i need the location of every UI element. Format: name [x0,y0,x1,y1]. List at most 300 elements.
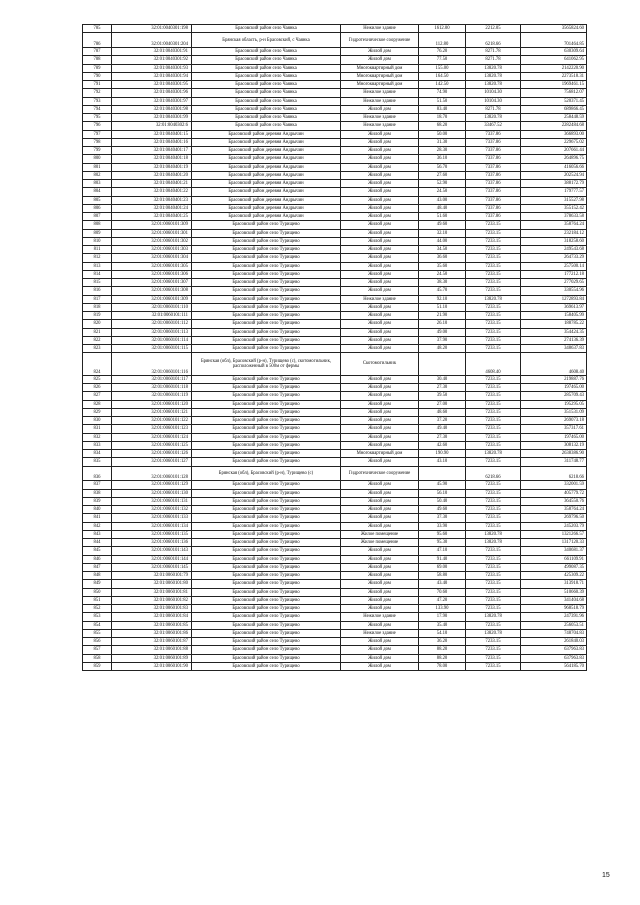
cell-cadastral-number: 32:01:0060101:118 [112,384,192,392]
cell-cadastral-number: 32:01:0040301:99 [112,114,192,122]
cell-address: Брасовский район село Турищево [192,221,341,229]
cell-row-number: 851 [83,596,112,604]
cell-unit-cost: 7233.15 [466,514,521,522]
cell-row-number: 815 [83,279,112,287]
table-row [83,56,587,64]
cell-unit-cost: 13820.78 [466,613,521,621]
cell-address: Брасовский район село Турищево [192,336,341,344]
cell-row-number: 849 [83,580,112,588]
cell-row-number: 843 [83,530,112,538]
cell-area: 27.30 [419,433,466,441]
table-row [83,303,587,311]
cell-unit-cost: 33467.52 [466,122,521,130]
cell-cadastral-value: 179777.57 [521,188,587,196]
cell-cadastral-value: 274136.39 [521,336,587,344]
cell-object-type: Нежилое здание [341,25,419,33]
cell-row-number: 802 [83,171,112,179]
cell-address: Брасовский район село Турищево [192,320,341,328]
cell-object-type: Жилое помещение [341,530,419,538]
table-row [83,345,587,353]
cell-area: 34.50 [419,246,466,254]
cell-unit-cost: 7337.86 [466,130,521,138]
cell-address: Брасовский район село Турищево [192,303,341,311]
cell-unit-cost: 6218.66 [466,33,521,48]
cell-cadastral-number: 32:01:0060101:136 [112,539,192,547]
cell-area: 78.00 [419,662,466,670]
cell-row-number: 814 [83,270,112,278]
cell-cadastral-value: 630309.64 [521,48,587,56]
cell-address: Брасовский район село Турищево [192,613,341,621]
cell-address: Брасовский район село Турищево [192,605,341,613]
table-row [83,33,587,48]
cell-object-type: Жилой дом [341,605,419,613]
cell-address: Брасовский район деревня Андрычин [192,180,341,188]
table-row [83,81,587,89]
cell-object-type: Жилой дом [341,563,419,571]
cell-area: 133.90 [419,605,466,613]
cell-row-number: 854 [83,621,112,629]
cell-cadastral-value: 202524.94 [521,171,587,179]
cell-area: 38.30 [419,279,466,287]
cell-row-number: 830 [83,417,112,425]
cell-address: Брасовский район село Турищево [192,328,341,336]
cell-cadastral-number: 32:01:0060101:125 [112,441,192,449]
cell-area: 51.50 [419,97,466,105]
cell-cadastral-value: 637963.83 [521,646,587,654]
cell-area: 47.10 [419,547,466,555]
table-row [83,555,587,563]
cell-address: Брасовский район село Турищево [192,481,341,489]
cell-object-type: Нежилое здание [341,114,419,122]
cell-row-number: 828 [83,400,112,408]
cell-object-type: Многоквартирный дом [341,72,419,80]
cell-address: Брасовский район деревня Андрычин [192,171,341,179]
cell-area: 88.20 [419,646,466,654]
cell-address: Брасовский район село Чаянка [192,25,341,33]
cell-area: 42.60 [419,441,466,449]
cell-cadastral-number: 32:01:0040401:22 [112,188,192,196]
cell-object-type: Жилой дом [341,180,419,188]
cell-cadastral-number: 32:01:0060101:127 [112,458,192,466]
cell-cadastral-value: 313918.71 [521,580,587,588]
cell-unit-cost: 7233.15 [466,336,521,344]
cell-unit-cost: 7233.15 [466,489,521,497]
cell-cadastral-number: 32:01:0060101:110 [112,303,192,311]
cell-cadastral-number: 32:01:0060101:119 [112,392,192,400]
cell-cadastral-number: 32:01:0060101:79 [112,572,192,580]
cell-unit-cost: 13820.78 [466,539,521,547]
cell-cadastral-number: 32:01:0060101:145 [112,563,192,571]
cell-cadastral-value: 1321266.57 [521,530,587,538]
cell-unit-cost: 7233.15 [466,345,521,353]
cell-address: Брасовский район село Турищево [192,408,341,416]
cell-area: 26.10 [419,320,466,328]
cell-cadastral-number: 32:01:0060101:117 [112,375,192,383]
cell-cadastral-value: 207661.44 [521,147,587,155]
cell-area: 39.50 [419,392,466,400]
cell-cadastral-number: 32:01:0040301:97 [112,97,192,105]
cell-row-number: 831 [83,425,112,433]
cell-row-number: 792 [83,89,112,97]
cell-object-type: Жилой дом [341,392,419,400]
cell-cadastral-value: 264896.75 [521,155,587,163]
cell-address: Брасовский район село Турищево [192,279,341,287]
cell-address: Брасовский район село Турищево [192,530,341,538]
cell-area: 69.00 [419,563,466,571]
cell-object-type: Жилой дом [341,489,419,497]
cell-object-type: Нежилое здание [341,122,419,130]
cell-object-type: Нежилое здание [341,89,419,97]
cell-cadastral-number: 32:01:0060101:130 [112,489,192,497]
table-row [83,417,587,425]
cell-cadastral-number: 32:01:0040301:96 [112,89,192,97]
cell-row-number: 850 [83,588,112,596]
cell-area: 58.80 [419,572,466,580]
cell-area: 112.80 [419,33,466,48]
cell-cadastral-value: 2142220.90 [521,64,587,72]
cell-area: 45.90 [419,481,466,489]
table-row [83,171,587,179]
cell-cadastral-value: 378633.58 [521,213,587,221]
table-row [83,279,587,287]
cell-object-type: Многоквартирный дом [341,450,419,458]
cell-unit-cost: 7233.15 [466,254,521,262]
cell-address: Брасовский район деревня Андрычин [192,130,341,138]
cell-cadastral-value: 748704.83 [521,629,587,637]
cell-address: Брасовский район село Турищево [192,433,341,441]
cell-unit-cost: 13820.78 [466,295,521,303]
cell-object-type: Гидротехническое сооружение [341,466,419,481]
cell-area: 35.60 [419,262,466,270]
cell-unit-cost: 7233.15 [466,646,521,654]
cell-cadastral-value: 510660.39 [521,588,587,596]
cell-area: 92.10 [419,295,466,303]
cell-address: Брасовский район село Чаянка [192,48,341,56]
table-row [83,163,587,171]
cell-unit-cost: 7233.15 [466,408,521,416]
cell-row-number: 805 [83,196,112,204]
table-row [83,229,587,237]
cell-area: 74.90 [419,89,466,97]
cell-object-type: Жилой дом [341,497,419,505]
cell-cadastral-value: 277029.65 [521,279,587,287]
cell-object-type: Жилой дом [341,221,419,229]
cell-row-number: 859 [83,662,112,670]
cell-object-type: Жилой дом [341,48,419,56]
cell-row-number: 855 [83,629,112,637]
cell-cadastral-number: 32:01:0040401:25 [112,213,192,221]
cell-cadastral-value: 330554.96 [521,287,587,295]
cell-address: Брасовский район село Турищево [192,254,341,262]
cell-area: 33.90 [419,522,466,530]
cell-unit-cost: 13820.78 [466,64,521,72]
cell-row-number: 835 [83,458,112,466]
cell-object-type: Жилой дом [341,514,419,522]
cell-address: Брасовский район деревня Андрычин [192,155,341,163]
cell-object-type: Жилой дом [341,441,419,449]
cell-area: 49.60 [419,506,466,514]
cell-unit-cost: 13820.78 [466,81,521,89]
cell-unit-cost: 7233.15 [466,303,521,311]
cell-area: 95.60 [419,530,466,538]
cell-row-number: 846 [83,555,112,563]
cell-cadastral-number: 32:01:0060101:112 [112,320,192,328]
cell-object-type: Жилой дом [341,171,419,179]
cell-area: 70.60 [419,588,466,596]
cell-area: 54.10 [419,629,466,637]
cell-area: 28.30 [419,147,466,155]
cell-object-type: Жилой дом [341,155,419,163]
cell-address: Брасовский район село Турищево [192,345,341,353]
cell-unit-cost: 10104.30 [466,89,521,97]
cell-cadastral-number: 32:01:0040401:20 [112,171,192,179]
table-row [83,130,587,138]
cell-area: 49.60 [419,221,466,229]
cell-cadastral-number: 32:01:0040401:15 [112,130,192,138]
cell-unit-cost: 7233.15 [466,458,521,466]
cell-area: 50.40 [419,497,466,505]
cell-cadastral-value: 1969461.15 [521,81,587,89]
cell-area: 77.50 [419,56,466,64]
cell-object-type: Жилой дом [341,204,419,212]
cell-object-type: Жилой дом [341,163,419,171]
cell-row-number: 834 [83,450,112,458]
cell-area: 56.70 [419,163,466,171]
cell-object-type: Жилой дом [341,196,419,204]
cell-cadastral-number: 32:01:0060101:116 [112,353,192,376]
cell-area: 43.40 [419,580,466,588]
cell-object-type: Жилой дом [341,522,419,530]
cell-row-number: 820 [83,320,112,328]
cell-object-type: Жилой дом [341,646,419,654]
cell-area: 51.60 [419,213,466,221]
cell-area: 36.60 [419,254,466,262]
cell-unit-cost: 7233.15 [466,621,521,629]
table-row [83,662,587,670]
cell-row-number: 841 [83,514,112,522]
cell-cadastral-number: 32:01:0060101:128 [112,466,192,481]
cell-cadastral-value: 249543.68 [521,246,587,254]
cell-object-type: Жилой дом [341,572,419,580]
cell-object-type: Жилой дом [341,320,419,328]
cell-object-type: Жилой дом [341,270,419,278]
cell-cadastral-number: 32:01:0060101:308 [112,287,192,295]
table-row [83,506,587,514]
cell-cadastral-number: 32:01:0060101:82 [112,596,192,604]
cell-row-number: 824 [83,353,112,376]
cell-address: Брасовский район село Турищево [192,563,341,571]
cell-row-number: 812 [83,254,112,262]
cell-object-type: Жилой дом [341,580,419,588]
cell-address: Брасовский район село Турищево [192,629,341,637]
cell-cadastral-value: 425309.22 [521,572,587,580]
cell-cadastral-number: 32:01:0040301:95 [112,81,192,89]
cell-address: Брасовский район село Турищево [192,295,341,303]
cell-cadastral-value: 256053.51 [521,621,587,629]
table-row [83,221,587,229]
cell-unit-cost: 7233.15 [466,605,521,613]
cell-area: 43.00 [419,196,466,204]
cell-unit-cost: 7233.15 [466,547,521,555]
cell-area: 164.50 [419,72,466,80]
cell-cadastral-value: 6218.66 [521,466,587,481]
cell-row-number: 791 [83,81,112,89]
cell-cadastral-number: 32:01:0040401:19 [112,163,192,171]
cell-address: Брасовский район село Турищево [192,400,341,408]
cell-object-type: Жилой дом [341,547,419,555]
cell-cadastral-value: 968518.79 [521,605,587,613]
cell-unit-cost: 7233.15 [466,221,521,229]
cell-row-number: 832 [83,433,112,441]
cell-unit-cost: 7233.15 [466,555,521,563]
cell-unit-cost: 7233.15 [466,425,521,433]
cell-object-type: Жилой дом [341,147,419,155]
cell-area: 37.20 [419,417,466,425]
cell-object-type: Жилой дом [341,433,419,441]
cell-cadastral-value: 641062.95 [521,56,587,64]
table-row [83,155,587,163]
cell-cadastral-number: 32:01:0060101:304 [112,254,192,262]
cell-row-number: 785 [83,25,112,33]
table-row [83,375,587,383]
table-row [83,138,587,146]
table-row [83,466,587,481]
table-row [83,580,587,588]
cell-row-number: 796 [83,122,112,130]
cell-row-number: 813 [83,262,112,270]
cell-cadastral-value: 177212.18 [521,270,587,278]
cell-row-number: 787 [83,48,112,56]
table-row [83,563,587,571]
cell-cadastral-number: 32:01:0040302:6 [112,122,192,130]
cell-area: 52.90 [419,180,466,188]
cell-area: 51.10 [419,303,466,311]
cell-unit-cost: 7233.15 [466,441,521,449]
cell-cadastral-value: 219887.76 [521,375,587,383]
cell-unit-cost: 7233.15 [466,662,521,670]
table-row [83,114,587,122]
cell-row-number: 806 [83,204,112,212]
cell-cadastral-value: 340681.37 [521,547,587,555]
cell-row-number: 797 [83,130,112,138]
cell-cadastral-value: 364550.76 [521,497,587,505]
cell-unit-cost: 7233.15 [466,392,521,400]
cell-object-type: Жилой дом [341,481,419,489]
cell-address: Брасовский район деревня Андрычин [192,163,341,171]
cell-object-type: Жилой дом [341,105,419,113]
table-body [83,25,587,671]
cell-address: Брасовский район село Чаянка [192,72,341,80]
cell-cadastral-value: 388172.79 [521,180,587,188]
cell-unit-cost: 7337.86 [466,188,521,196]
cell-row-number: 789 [83,64,112,72]
table-row [83,254,587,262]
table-row [83,392,587,400]
cell-object-type: Жилой дом [341,596,419,604]
cell-unit-cost: 7233.15 [466,654,521,662]
cell-area: 36.20 [419,638,466,646]
cell-cadastral-number: 32:01:0060101:88 [112,646,192,654]
cell-address: Брасовский район село Турищево [192,262,341,270]
cell-cadastral-value: 257500.14 [521,262,587,270]
cell-cadastral-value: 232184.12 [521,229,587,237]
cell-cadastral-number: 32:01:0060101:306 [112,270,192,278]
cell-row-number: 786 [83,33,112,48]
table-row [83,48,587,56]
cell-area: 155.00 [419,64,466,72]
cell-address: Брянская (обл), Брасовский (р-н), Турищево (с) [192,466,341,481]
cell-address: Брасовский район село Турищево [192,580,341,588]
cell-area: 32.10 [419,229,466,237]
cell-cadastral-number: 32:01:0060101:85 [112,621,192,629]
cell-unit-cost: 7233.15 [466,497,521,505]
cell-object-type: Жилой дом [341,425,419,433]
cell-row-number: 800 [83,155,112,163]
cell-area: 30.40 [419,375,466,383]
cell-area: 24.50 [419,188,466,196]
cell-address: Брасовский район деревня Андрычин [192,204,341,212]
table-row [83,481,587,489]
table-row [83,613,587,621]
cell-address: Брасовский район село Чаянка [192,114,341,122]
cell-object-type: Нежилое здание [341,295,419,303]
table-row [83,605,587,613]
cell-object-type: Жилой дом [341,458,419,466]
cell-cadastral-value: 308132.19 [521,441,587,449]
cell-object-type: Жилой дом [341,213,419,221]
cell-cadastral-number: 32:01:0060101:143 [112,547,192,555]
table-row [83,596,587,604]
cell-cadastral-value: 197465.00 [521,384,587,392]
cell-unit-cost: 13820.78 [466,450,521,458]
cell-cadastral-value: 311748.77 [521,458,587,466]
cell-area [419,466,466,481]
cell-address: Брасовский район деревня Андрычин [192,188,341,196]
cell-address: Брасовский район село Турищево [192,547,341,555]
table-row [83,425,587,433]
cell-unit-cost: 7337.86 [466,213,521,221]
cell-row-number: 840 [83,506,112,514]
cell-row-number: 829 [83,408,112,416]
cell-address: Брасовский район село Турищево [192,246,341,254]
cell-unit-cost: 7337.86 [466,147,521,155]
cell-address: Брянская область, р-н Брасовский, с Чаянка [192,33,341,48]
cell-cadastral-number: 32:01:0040401:24 [112,204,192,212]
cell-address: Брянская (обл), Брасовский (р-н), Турищево (с), скотомогильник, расположенный в 500м от фермы [192,353,341,376]
cell-row-number: 803 [83,180,112,188]
cell-area: 31.30 [419,138,466,146]
table-row [83,547,587,555]
cell-object-type: Жилой дом [341,662,419,670]
cell-object-type: Жилой дом [341,254,419,262]
cell-unit-cost: 7337.86 [466,204,521,212]
cell-unit-cost: 7233.15 [466,312,521,320]
cell-unit-cost: 7233.15 [466,572,521,580]
cell-row-number: 793 [83,97,112,105]
cell-cadastral-value: 416056.66 [521,163,587,171]
cell-cadastral-value: 1272893.84 [521,295,587,303]
cell-object-type: Скотомогильник [341,353,419,376]
cell-unit-cost: 7337.86 [466,180,521,188]
cell-area: 35.40 [419,621,466,629]
cell-cadastral-number: 32:01:0060101:124 [112,433,192,441]
cell-object-type: Жилой дом [341,56,419,64]
cell-cadastral-number: 32:01:0060101:134 [112,522,192,530]
cell-cadastral-value: 264733.29 [521,254,587,262]
cell-object-type: Нежилое здание [341,97,419,105]
cell-address: Брасовский район село Турищево [192,497,341,505]
cell-unit-cost: 7233.15 [466,270,521,278]
